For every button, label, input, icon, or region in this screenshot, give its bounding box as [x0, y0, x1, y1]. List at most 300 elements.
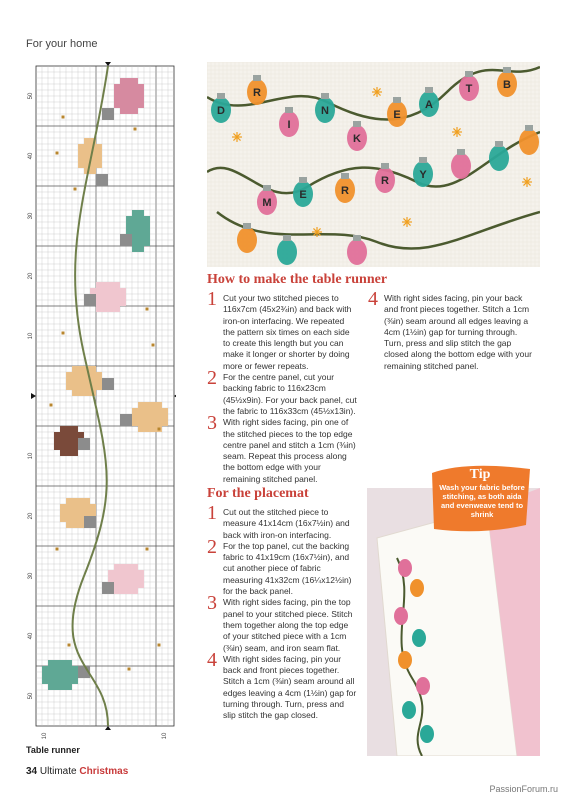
tip-title: Tip [469, 467, 491, 482]
row-number: 50 [28, 92, 34, 100]
stitch-bulb-peach [90, 510, 96, 516]
stitch-bulb-peach [132, 420, 138, 426]
stitch-bulb-teal [54, 672, 60, 678]
row-number: 50 [28, 692, 34, 700]
stitch-bulb-teal [48, 672, 54, 678]
stitch-bulb-peach [90, 504, 96, 510]
stitch-bulb-peach [156, 408, 162, 414]
stitch-bulb-light-pink [120, 576, 126, 582]
stitch-bulb-teal [138, 222, 144, 228]
stitch-bulb-peach [138, 426, 144, 432]
stitch-bulb-dark [60, 426, 66, 432]
stitch-bulb-peach [72, 504, 78, 510]
page-number: 34 [26, 766, 38, 777]
stitch-bulb-dark [72, 450, 78, 456]
stitch-bulb-dark [60, 444, 66, 450]
stitch-bulb-peach [78, 372, 84, 378]
stitch-bulb-peach [72, 516, 78, 522]
step-number: 1 [207, 288, 217, 310]
stitch-bulb-pink [132, 96, 138, 102]
stitch-bulb-light-pink [102, 288, 108, 294]
stitch-bulb-cap [120, 414, 132, 426]
bulb-cap [217, 93, 225, 99]
stitch-bulb-peach [96, 150, 102, 156]
light-bulb [416, 677, 430, 695]
stitch-bulb-peach [84, 504, 90, 510]
stitch-sparkle [152, 344, 155, 347]
stitch-sparkle [158, 428, 161, 431]
stitch-bulb-peach [84, 138, 90, 144]
stitch-bulb-light-pink [120, 570, 126, 576]
stitch-bulb-teal [72, 672, 78, 678]
stitch-sparkle [62, 116, 65, 119]
stitch-bulb-teal [126, 216, 132, 222]
center-arrow-top [105, 62, 111, 66]
stitch-bulb-teal [48, 666, 54, 672]
stitch-bulb-peach [90, 168, 96, 174]
placemat-title: For the placemat [207, 486, 309, 501]
stitch-bulb-peach [162, 414, 168, 420]
stitch-bulb-light-pink [114, 306, 120, 312]
bulb-cap [243, 223, 251, 229]
light-garland-illustration [207, 62, 540, 267]
watermark: PassionForum.ru [489, 784, 558, 794]
bulb-cap [393, 97, 401, 103]
stitch-bulb-light-pink [96, 288, 102, 294]
bulb-letter: T [465, 83, 473, 95]
stitch-bulb-light-pink [120, 582, 126, 588]
step-number: 3 [207, 412, 217, 435]
row-number: 40 [28, 152, 34, 160]
stitch-bulb-light-pink [120, 588, 126, 594]
stitch-bulb-peach [78, 366, 84, 372]
stitch-bulb-peach [84, 384, 90, 390]
stitch-bulb-peach [78, 510, 84, 516]
stitch-sparkle [146, 308, 149, 311]
stitch-bulb-pink [120, 90, 126, 96]
stitch-bulb-pink [114, 84, 120, 90]
stitch-bulb-teal [138, 210, 144, 216]
stitch-bulb-teal [54, 684, 60, 690]
stitch-bulb-dark [66, 438, 72, 444]
bulb-cap [525, 125, 533, 131]
stitch-bulb-peach [66, 516, 72, 522]
stitch-bulb-light-pink [96, 300, 102, 306]
stitch-bulb-peach [66, 372, 72, 378]
row-number: 10 [28, 332, 34, 340]
stitch-bulb-light-pink [108, 306, 114, 312]
stitch-bulb-teal [132, 228, 138, 234]
step-number: 2 [207, 535, 217, 558]
stitch-bulb-peach [84, 498, 90, 504]
stitch-bulb-light-pink [126, 582, 132, 588]
placemat-step-4 [207, 648, 357, 722]
stitch-bulb-teal [72, 678, 78, 684]
stitch-bulb-pink [138, 90, 144, 96]
stitch-bulb-teal [144, 240, 150, 246]
stitch-sparkle [56, 548, 59, 551]
stitch-bulb-light-pink [132, 564, 138, 570]
bulb-letter: R [253, 87, 261, 99]
stitch-bulb-pink [120, 96, 126, 102]
stitch-bulb-light-pink [96, 306, 102, 312]
stitch-bulb-pink [114, 102, 120, 108]
stitch-bulb-teal [126, 228, 132, 234]
stitch-bulb-pink [114, 96, 120, 102]
stitch-sparkle [128, 668, 131, 671]
step-number: 2 [207, 367, 217, 390]
stitch-bulb-dark [54, 444, 60, 450]
row-number: 40 [28, 632, 34, 640]
stitch-bulb-cap [120, 234, 132, 246]
stitch-bulb-pink [138, 96, 144, 102]
stitch-bulb-teal [144, 216, 150, 222]
stitch-bulb-cap [102, 378, 114, 390]
stitch-bulb-dark [60, 438, 66, 444]
bulb-letter: Y [419, 169, 427, 181]
step-text: With right sides facing, pin one of the stitched pieces to the top edge centre panel and stitch a 1cm (⅜in) seam. Repeat this process along the bottom edge with your remaining stitched panel. [223, 417, 356, 484]
stitch-bulb-peach [84, 156, 90, 162]
stitch-bulb-light-pink [138, 576, 144, 582]
stitch-bulb-pink [120, 78, 126, 84]
light-bulb [347, 239, 367, 265]
chart-caption: Table runner [26, 745, 80, 755]
stitch-bulb-cap [78, 438, 90, 450]
bulb-cap [253, 75, 261, 81]
stitch-bulb-peach [84, 144, 90, 150]
stitch-bulb-teal [132, 246, 138, 252]
stitch-bulb-peach [72, 390, 78, 396]
stitch-bulb-peach [144, 402, 150, 408]
bulb-cap [503, 67, 511, 73]
stitch-bulb-light-pink [114, 564, 120, 570]
stitch-bulb-pink [126, 96, 132, 102]
stitch-bulb-peach [90, 372, 96, 378]
magazine-name: Ultimate [39, 766, 77, 777]
stitch-bulb-light-pink [114, 282, 120, 288]
stitch-sparkle [56, 152, 59, 155]
stitch-bulb-peach [144, 414, 150, 420]
step-text: With right sides facing, pin your back and front pieces together. Stitch a 1cm (⅜in) seam around all edges leaving a 4cm (1½in) gap for turning through. Turn, press and slip stitch the gap closed. [223, 653, 357, 721]
photo-light-garland [207, 62, 540, 267]
bulb-letter: M [262, 197, 272, 209]
tip-text: Wash your fabric before stitching, as both aida and evenweave tend to shrink [439, 483, 525, 519]
stitch-bulb-light-pink [132, 570, 138, 576]
stitch-bulb-light-pink [114, 570, 120, 576]
stitch-bulb-teal [126, 222, 132, 228]
stitch-bulb-peach [96, 156, 102, 162]
center-arrow-left [31, 393, 36, 399]
stitch-bulb-teal [48, 660, 54, 666]
step-number: 3 [207, 592, 217, 615]
row-number: 20 [28, 512, 34, 520]
bulb-cap [457, 149, 465, 155]
stitch-bulb-dark [72, 426, 78, 432]
stitch-bulb-pink [132, 84, 138, 90]
stitch-bulb-pink [132, 90, 138, 96]
stitch-bulb-peach [78, 390, 84, 396]
stitch-bulb-peach [156, 420, 162, 426]
step-text: With right sides facing, pin your back and front pieces together. Stitch a 1cm (⅜in) seam around all edges leaving a 4cm (1½in) gap for turning through. Turn, press and slip stitch the gap closed along the bottom edge with your remaining stitched panel. [384, 293, 532, 371]
stitch-bulb-light-pink [120, 300, 126, 306]
tip-callout [426, 463, 534, 533]
step-number: 4 [368, 288, 378, 310]
stitch-bulb-peach [138, 414, 144, 420]
runner-column-1 [207, 288, 357, 485]
stitch-bulb-teal [42, 678, 48, 684]
stitch-bulb-light-pink [114, 294, 120, 300]
stitch-bulb-peach [72, 378, 78, 384]
bulb-cap [495, 141, 503, 147]
stitch-bulb-dark [78, 432, 84, 438]
stitch-bulb-peach [144, 420, 150, 426]
light-bulb [410, 579, 424, 597]
stitch-bulb-teal [54, 666, 60, 672]
stitch-bulb-pink [132, 102, 138, 108]
stitch-bulb-pink [138, 84, 144, 90]
bulb-letter: A [425, 99, 433, 111]
bulb-cap [419, 157, 427, 163]
stitch-bulb-teal [66, 666, 72, 672]
light-bulb [394, 607, 408, 625]
stitch-bulb-light-pink [132, 576, 138, 582]
stitch-bulb-peach [78, 156, 84, 162]
stitch-bulb-cap [84, 516, 96, 528]
placemat-column [207, 502, 357, 722]
page-footer [26, 766, 128, 777]
light-bulb [402, 701, 416, 719]
stitch-bulb-pink [114, 90, 120, 96]
stitch-bulb-teal [144, 228, 150, 234]
stitch-bulb-dark [66, 450, 72, 456]
row-number: 20 [28, 272, 34, 280]
bulb-letter: I [287, 119, 291, 131]
stitch-bulb-peach [72, 498, 78, 504]
stitch-bulb-light-pink [102, 282, 108, 288]
step-number: 1 [207, 502, 217, 524]
stitch-bulb-dark [72, 438, 78, 444]
stitch-bulb-peach [66, 384, 72, 390]
stitch-bulb-light-pink [138, 570, 144, 576]
stitch-bulb-peach [66, 510, 72, 516]
stitch-bulb-light-pink [120, 288, 126, 294]
stitch-bulb-light-pink [114, 576, 120, 582]
stitch-bulb-peach [150, 408, 156, 414]
stitch-bulb-peach [144, 426, 150, 432]
stitch-bulb-light-pink [138, 582, 144, 588]
stitch-bulb-peach [96, 162, 102, 168]
step-text: With right sides facing, pin the top panel to your stitched piece. Stitch them together along the top edge of your stitched piece with a 1cm (⅜in) seam, and iron seam flat. [223, 597, 353, 653]
runner-column-2 [368, 288, 534, 372]
light-bulb [398, 559, 412, 577]
stitch-bulb-teal [60, 684, 66, 690]
stitch-bulb-teal [42, 672, 48, 678]
stitch-bulb-peach [78, 498, 84, 504]
section-header: For your home [26, 38, 98, 50]
stitch-bulb-teal [132, 222, 138, 228]
stitch-bulb-teal [138, 246, 144, 252]
stitch-bulb-peach [60, 504, 66, 510]
stitch-bulb-light-pink [96, 282, 102, 288]
stitch-bulb-teal [60, 678, 66, 684]
stitch-bulb-dark [72, 432, 78, 438]
bulb-cap [353, 121, 361, 127]
light-bulb [398, 651, 412, 669]
stitch-bulb-teal [132, 210, 138, 216]
stitch-bulb-peach [84, 390, 90, 396]
stitch-bulb-light-pink [114, 582, 120, 588]
stitch-bulb-light-pink [102, 294, 108, 300]
stitch-bulb-teal [144, 234, 150, 240]
stitch-bulb-pink [132, 108, 138, 114]
bulb-letter: K [353, 133, 361, 145]
stitch-bulb-dark [60, 432, 66, 438]
stitch-bulb-dark [60, 450, 66, 456]
runner-step-4 [368, 288, 534, 372]
light-bulb [451, 153, 471, 179]
stitch-bulb-peach [84, 150, 90, 156]
stitch-bulb-light-pink [102, 300, 108, 306]
stitch-bulb-dark [66, 444, 72, 450]
stitch-bulb-pink [138, 102, 144, 108]
stitch-bulb-peach [162, 420, 168, 426]
step-text: Cut your two stitched pieces to 116x7cm (45x2¾in) and back with iron-on interfacing. We repeated the pattern six times on each side to create this length but you can make it longer or shorter by doing more or fewer repeats. [223, 293, 352, 371]
stitch-bulb-peach [66, 522, 72, 528]
stitch-bulb-teal [144, 222, 150, 228]
stitch-bulb-peach [150, 420, 156, 426]
stitch-bulb-light-pink [108, 570, 114, 576]
stitch-bulb-peach [96, 384, 102, 390]
stitch-bulb-light-pink [126, 564, 132, 570]
step-text: Cut out the stitched piece to measure 41x14cm (16x7½in) and back with iron-on interfacing. [223, 507, 350, 540]
stitch-bulb-teal [138, 216, 144, 222]
stitch-bulb-peach [78, 162, 84, 168]
stitch-bulb-teal [60, 672, 66, 678]
bulb-letter: E [393, 109, 401, 121]
stitch-bulb-teal [42, 666, 48, 672]
stitch-bulb-teal [66, 684, 72, 690]
stitch-bulb-peach [78, 378, 84, 384]
stitch-sparkle [62, 332, 65, 335]
row-number: 30 [28, 572, 34, 580]
bulb-cap [465, 71, 473, 77]
stitch-bulb-peach [162, 408, 168, 414]
stitch-bulb-cap [102, 108, 114, 120]
stitch-bulb-peach [66, 378, 72, 384]
stitch-sparkle [68, 644, 71, 647]
stitch-bulb-peach [132, 408, 138, 414]
stitch-bulb-cap [96, 174, 108, 186]
stitch-bulb-teal [72, 666, 78, 672]
col-number: 10 [42, 732, 48, 740]
stitch-bulb-peach [144, 408, 150, 414]
light-bulb [489, 145, 509, 171]
chart-grid [26, 62, 176, 742]
stitch-bulb-light-pink [108, 300, 114, 306]
stitch-bulb-light-pink [120, 294, 126, 300]
stitch-bulb-dark [72, 444, 78, 450]
step-text: For the top panel, cut the backing fabric to 41x19cm (16x7½in), and cut another piece of fabric measuring 41x32cm (16¼x12½in) for the back panel. [223, 540, 352, 597]
stitch-bulb-peach [78, 522, 84, 528]
stitch-bulb-light-pink [120, 564, 126, 570]
stitch-sparkle [158, 644, 161, 647]
bulb-cap [381, 163, 389, 169]
cross-stitch-chart [26, 62, 176, 742]
light-bulb [277, 239, 297, 265]
stitch-bulb-teal [66, 660, 72, 666]
stitch-bulb-teal [66, 678, 72, 684]
stitch-bulb-pink [120, 102, 126, 108]
placemat-step-3 [207, 592, 357, 653]
bulb-cap [353, 235, 361, 241]
bulb-letter: R [381, 175, 389, 187]
stitch-bulb-peach [60, 510, 66, 516]
light-bulb [237, 227, 257, 253]
stitch-bulb-light-pink [126, 576, 132, 582]
stitch-bulb-peach [96, 378, 102, 384]
light-bulb [420, 725, 434, 743]
stitch-bulb-light-pink [108, 576, 114, 582]
bulb-cap [341, 173, 349, 179]
stitch-sparkle [74, 188, 77, 191]
bulb-letter: N [321, 105, 329, 117]
stitch-sparkle [50, 404, 53, 407]
bulb-cap [285, 107, 293, 113]
bulb-letter: B [503, 79, 511, 91]
stitch-bulb-light-pink [108, 282, 114, 288]
stitch-bulb-peach [138, 402, 144, 408]
runner-title: How to make the table runner [207, 272, 388, 287]
runner-step-1 [207, 288, 357, 372]
stitch-bulb-peach [84, 510, 90, 516]
stitch-bulb-peach [72, 510, 78, 516]
stitch-bulb-dark [66, 426, 72, 432]
light-bulb [412, 629, 426, 647]
bulb-letter: R [341, 185, 349, 197]
runner-step-3 [207, 412, 357, 485]
stitch-bulb-pink [126, 108, 132, 114]
stitch-bulb-peach [150, 402, 156, 408]
stitch-bulb-light-pink [132, 588, 138, 594]
stitch-bulb-teal [66, 672, 72, 678]
stitch-bulb-teal [138, 228, 144, 234]
stitch-bulb-light-pink [114, 300, 120, 306]
stitch-bulb-cap [102, 582, 114, 594]
stitch-bulb-teal [48, 684, 54, 690]
stitch-bulb-light-pink [108, 294, 114, 300]
stitch-bulb-light-pink [114, 288, 120, 294]
stitch-bulb-teal [54, 660, 60, 666]
stitch-bulb-pink [126, 84, 132, 90]
stitch-bulb-peach [132, 414, 138, 420]
stitch-bulb-light-pink [96, 294, 102, 300]
stitch-bulb-teal [60, 660, 66, 666]
stitch-bulb-pink [126, 78, 132, 84]
stitch-bulb-light-pink [126, 570, 132, 576]
stitch-bulb-teal [132, 234, 138, 240]
stitch-bulb-teal [132, 216, 138, 222]
bulb-cap [321, 93, 329, 99]
stitch-bulb-peach [66, 504, 72, 510]
stitch-bulb-peach [72, 384, 78, 390]
row-number: 30 [28, 212, 34, 220]
stitch-bulb-peach [96, 372, 102, 378]
stitch-bulb-light-pink [90, 288, 96, 294]
stitch-bulb-light-pink [132, 582, 138, 588]
stitch-bulb-peach [138, 408, 144, 414]
stitch-bulb-teal [60, 666, 66, 672]
stitch-bulb-dark [54, 438, 60, 444]
